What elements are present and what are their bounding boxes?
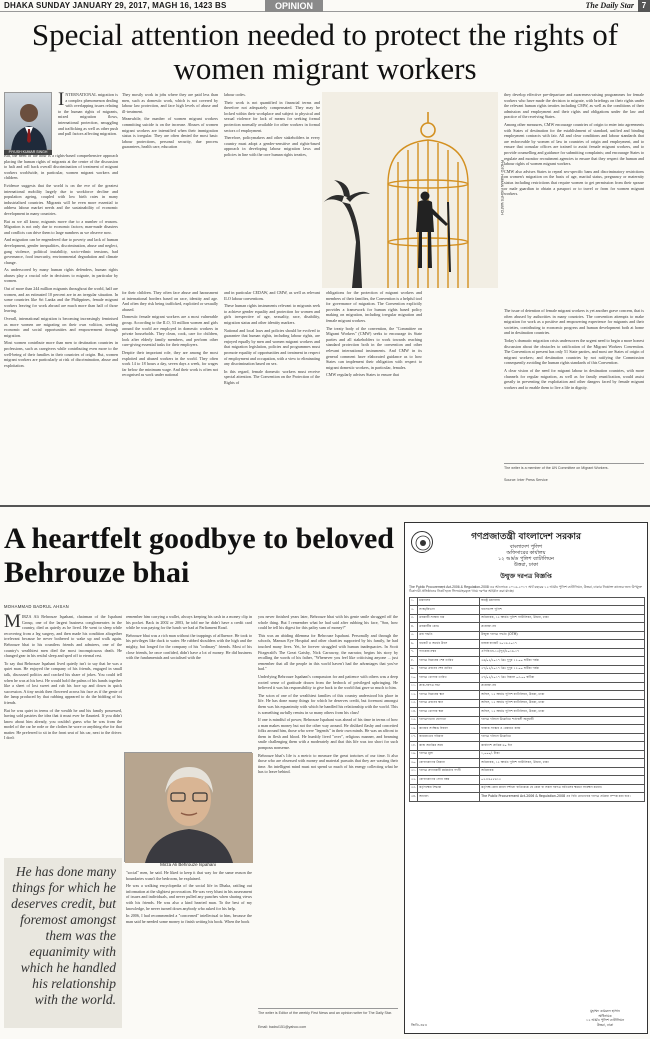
notice-table-row bbox=[410, 691, 645, 700]
notice-table-cell: দরপত্র গ্রহণের স্থান bbox=[418, 699, 480, 708]
notice-table-row bbox=[410, 725, 645, 734]
notice-table-cell: কার্যাদেশ প্রাপ্তির ৬০ দিন bbox=[480, 742, 645, 751]
paragraph: Today's dramatic migration crisis underscores the urgent need to begin a more honest discussion about the obstacles to ratification of the Migrant Workers Convention. The Convention at present has only 51 State parties, and most are States of origin of migrant workers; and destination countries by not ratifying the Commission consequently avoiding the human rights standards of this Convention. bbox=[504, 337, 644, 366]
notice-table-cell: ২০. bbox=[410, 759, 418, 768]
notice-title: গণপ্রজাতন্ত্রী বাংলাদেশ সরকার bbox=[471, 532, 581, 542]
notice-table-cell: ৪. bbox=[410, 623, 418, 632]
notice-line: উত্তরা, ঢাকা bbox=[513, 562, 539, 568]
notice-table-cell: অন্যান্য bbox=[418, 793, 480, 802]
notice-table-cell: ২৭/০২/২০১৭ খ্রিঃ দুপুর ১২.০০ ঘটিকা পর্যন্ত bbox=[480, 665, 645, 674]
notice-line: অফিসারের কার্যালয় bbox=[506, 550, 546, 556]
pull-quote: He has done many things for which he deserves credit, but foremost amongst them was the equanimity with which he handled his relationship with the world. bbox=[4, 858, 122, 1028]
notice-table-cell: ১৭. bbox=[410, 733, 418, 742]
paragraph: The scion of one of the wealthiest families of this country understood his place in life. He has done many things for which he deserves credit, but foremost amongst them was his equanimity with which he handled his relationship with the world. This is something awfully remiss in so many others from his class! bbox=[258, 692, 398, 715]
notice-table-cell: ১৯. bbox=[410, 750, 418, 759]
notice-table-cell: ৭. bbox=[410, 648, 418, 657]
notice-table-cell: কাজ সমাপ্তির সময় bbox=[418, 742, 480, 751]
notice-table-cell: কর্তৃপক্ষের সিদ্ধান্ত bbox=[418, 784, 480, 793]
notice-table-cell: ২. bbox=[410, 606, 418, 615]
paragraph: for their children. They often face abuse and harassment at international borders based on race, identity and age. And often they risk being trafficked, exploited or sexually abused. bbox=[122, 290, 218, 312]
notice-table-cell: ২২. bbox=[410, 776, 418, 785]
notice-table-cell: দরপত্র বিক্রয়ের শেষ তারিখ bbox=[418, 657, 480, 666]
notice-signature bbox=[569, 1009, 641, 1027]
notice-table-row bbox=[410, 606, 645, 615]
notice-table-cell: স্বরাষ্ট্র মন্ত্রণালয় bbox=[480, 597, 645, 606]
notice-table-cell: দরপত্র গ্রহণের শেষ তারিখ bbox=[418, 665, 480, 674]
notice-line: বাংলাদেশ পুলিশ bbox=[509, 544, 543, 550]
article1-col5 bbox=[504, 308, 644, 460]
notice-table-cell: ক্রয় পদ্ধতি bbox=[418, 631, 480, 640]
dropcap: M bbox=[4, 611, 21, 632]
notice-table-cell: কাজের সংক্ষিপ্ত বিবরণ bbox=[418, 725, 480, 734]
article2-email: Email: badrul151@yahoo.com bbox=[258, 1025, 307, 1029]
notice-table-cell: ২৭/০২/২০১৭ খ্রিঃ বিকাল ০৩.০০ ঘটিকা bbox=[480, 674, 645, 683]
paragraph: In 2006, I had recommended a "concerned" intellectual to him, because the man said he needed some money to finish writing his book. When the book bbox=[126, 913, 252, 924]
paragraph: To say that Behrouze Ispahani lived quietly isn't to say that he was a quiet man. He enjoyed the company of his friends, engaged in small talk, discussed politics and cracked his share of jokes. You could tell when he was at his best. He would hold the palms of his hands together like a sheet of lost sweet and rub his face up and down in quick succession. A tiny smirk then flowered across his face as if the genie of the lamp produced by that rubbing appeared to do the bidding of his friends. bbox=[4, 660, 122, 705]
paragraph: and in particular CEDAW, and CMW, as well as relevant ILO labour conventions. bbox=[224, 290, 320, 301]
notice-table-cell: ১২. bbox=[410, 691, 418, 700]
article2-byline: MOHAMMAD BADRUL AHSAN bbox=[4, 604, 70, 609]
notice-table-cell: ১৪. bbox=[410, 708, 418, 717]
paragraph: A clear vision of the need for migrant labour in destination countries, with more channels for regular migration, as well as for family reunification, would assist greatly in preventing the exploitation and other dangers faced by female migrant workers and to enable them to live a life in dignity. bbox=[504, 367, 644, 390]
notice-table-cell: প্রাক-দরপত্র সভা bbox=[418, 682, 480, 691]
notice-table-cell: উন্মুক্ত দরপত্র পদ্ধতি (OTM) bbox=[480, 631, 645, 640]
notice-table-cell: প্রযোজ্য নয় bbox=[480, 623, 645, 632]
notice-table-row bbox=[410, 708, 645, 717]
lead-paragraph: NTERNATIONAL migration is a complex phenomenon dealing with overlapping issues relating to the human rights of migrants, mixed migration flows, international protection, smuggling and trafficking as well as other push and pull factors affecting migration. bbox=[58, 92, 118, 137]
notice-table-cell: ৫. bbox=[410, 631, 418, 640]
paragraph: They mostly work in jobs where they are paid less than men, such as domestic work, which is not covered by labour law protection, and face high levels of abuse and ill-treatment. bbox=[122, 92, 218, 114]
article1-col1-top bbox=[58, 89, 118, 152]
notice-table-cell: ১,০০০/- টাকা bbox=[480, 750, 645, 759]
paragraph: The treaty body of the convention, the "Committee on Migrant Workers" (CMW) seeks to encourage its State parties and all stakeholders to work towards reaching standard protection both in the convention and other relevant international instruments. And CMW in its general comment have elaborated guidance as to how States can implement their obligation with respect to migrant domestic workers, in particular, females. bbox=[326, 325, 422, 370]
paragraph: Despite their important role, they are among the most exploited and abused workers in the world. They often work 14 to 18 hours a day, seven days a week, for wages far below the minimum wage. And their work is often not recognised as work under national bbox=[122, 349, 218, 378]
notice-table-row bbox=[410, 733, 645, 742]
notice-table-cell: অধিনায়ক, ১২ আর্মড পুলিশ ব্যাটালিয়ন, উত্তরা, ঢাকা bbox=[480, 759, 645, 768]
paragraph: He was a walking encyclopedia of the social life in Dhaka, rattling out information at the slightest provocation. He was very blunt in his assessment of issues and individuals, and never pulled any punches when sharing views with his friends. He was also a kind hearted man. To the best of my knowledge, he never turned down anybody who asked for his help. bbox=[126, 883, 252, 911]
notice-table-cell: ১১. bbox=[410, 682, 418, 691]
paragraph: CMW regularly advises States to ensure that bbox=[326, 372, 399, 378]
notice-table-cell: দরপত্র বিক্রয়ের স্থান bbox=[418, 691, 480, 700]
paragraph: Out of more than 244 million migrants throughout the world, half are women, and an estimated 10 percent are in an irregular situation. In some countries like Sri Lanka and the Philippines, female migrant workers leaving for work abroad are much more than half of those leaving. bbox=[4, 286, 118, 314]
paragraph: remember him carrying a wallet, always keeping his cash in a money clip in his pocket. Back in 2002 or 2003, he told me he didn't have a credit card while he was paying for the lunch we had at Parliament Road. bbox=[126, 614, 252, 631]
notice-table-cell: মন্ত্রণালয় bbox=[418, 597, 480, 606]
paragraph: And migration can be engendered due to poverty and lack of human development, gender inequalities, discrimination, abuse and neglect, gang violence, political instability, socio-ethnic tensions, bad governance, food insecurity, environmental degradation and climate change. bbox=[4, 237, 118, 265]
notice-table-cell: ২৪. bbox=[410, 793, 418, 802]
paragraph: Overall, international migration is becoming increasingly feminised as more women are migrating on their own volition, seeking economic and social opportunities and empowerment through migration. bbox=[4, 316, 118, 338]
cage-illustration bbox=[322, 92, 498, 288]
section-label: OPINION bbox=[265, 0, 323, 12]
notice-table-cell: দরপত্র দলিলে উল্লেখিত শর্তাবলী অনুযায়ী bbox=[480, 716, 645, 725]
notice-table-cell: ১৬. bbox=[410, 725, 418, 734]
paragraph: Behrouze bhai was a rich man without the trappings of affluence. He took to his privileges like duck to water. He rubbed shoulders with the high and the mighty, but longed for the company of his "ordinary" friends. Most of his close friends, he once confided, didn't have a lot of money. He did business with the fundamentals and socialised with the bbox=[126, 632, 252, 661]
paragraph: The issue of detention of female migrant workers is yet another grave concern, that is often abused by authorities in many countries. The convention attempts to make migration for work as a positive and empowering experience for migrants and their societies, contributing to economic progress and human development both at home and in destination countries. bbox=[504, 308, 644, 336]
divider bbox=[504, 463, 644, 464]
notice-table-cell: দরপত্র প্রদানকারী কর্মকর্তার পদবী bbox=[418, 767, 480, 776]
paragraph: Meanwhile, the number of women migrant workers committing suicide is on the increase. Abuses of women migrant workers are intensified when their immigration status is irregular. They are often denied the most basic labour protections, personal security, due process guarantees, health care, education bbox=[122, 116, 218, 150]
notice-table-cell: সংস্থা/বিভাগ bbox=[418, 606, 480, 615]
notice-table-row bbox=[410, 784, 645, 793]
notice-table-cell: অফিস, ১২ আর্মড পুলিশ ব্যাটালিয়ন, উত্তরা, ঢাকা bbox=[480, 699, 645, 708]
paragraph: Behrouze bhai's life is a metric to measure the great tortoises of our time. It also those who are obsessed with money and material pursuits that they are wasting their time. An intelligent mind must not spend so much of his energy collecting what he has to leave behind. bbox=[258, 752, 398, 775]
notice-table-cell: দরপত্র মূল্য bbox=[418, 750, 480, 759]
signature-unit: ১২ আর্মড পুলিশ ব্যাটালিয়ন bbox=[586, 1018, 624, 1023]
dropcap: I bbox=[58, 89, 65, 110]
tender-notice bbox=[404, 522, 648, 1034]
paragraph: If one is mindful of power, Behrouze Ispahani was ahead of his time in terms of how a man makes money but not the other way around. He disliked flashy and conceited folks around him, those who were "legends" in their own minds. He was an affront to them in flesh and blood. He humbly lived "over", religious manner, and beaming smile challenging them with a moderately and that this life was too short for such pompous nonsense. bbox=[258, 717, 398, 751]
paragraph: Domestic female migrant workers are a most vulnerable group. According to the ILO, 53 million women and girls around the world are employed in domestic workers in private households. They clean, cook, care for children, look after elderly family members, and perform other care-giving essential tasks for their employers. bbox=[122, 314, 218, 348]
notice-table-row bbox=[410, 597, 645, 606]
signature-place: উত্তরা, ঢাকা bbox=[596, 1022, 614, 1027]
paragraph: This was an abiding dilemma for Behrouze Ispahani. Personally and through the schools, Mamun Eye Hospital and other charities supported by his family, he had touched many lives. Yet, he forever struggled with human inadequacies. In Scott Fitzgerald's The Great Gatsby, Nick Carraway, the narrator, begins his story by recalling the words of his father, "Whenever you feel like criticising anyone ... just remember that all the people in this world haven't had the advantages that you've had." bbox=[258, 632, 398, 672]
notice-table-cell: ১৮. bbox=[410, 742, 418, 751]
paragraph: As underscored by many human rights defenders, human rights abuses play a crucial role in decisions to migrate, in particular by women. bbox=[4, 267, 118, 284]
notice-table-cell: The Public Procurement Act-2006 & Regulation-2008 এর বিধি মোতাবেক দরপত্র প্রক্রিয়া সম্পন্ন করা হবে। bbox=[480, 793, 645, 802]
paragraph: Among other measures, CMW encourage countries of origin to enter into agreements with States of destination for the establishment of standard, unified and binding employment contracts with fair. All and clear conditions and labour standards that are enforceable by women of law in countries of origin and employment, and to ensure that consular offices are trained to assist female migrant workers, and to provide counselling and guidance for submitting complaints; and encourage States to regulate and monitor recruitment agencies to ensure that they respect the human and labour rights of women migrant workers. bbox=[504, 121, 644, 167]
notice-table-cell: প্যাকেজ নম্বর bbox=[418, 648, 480, 657]
article1-col1 bbox=[4, 153, 118, 495]
article2-headline: A heartfelt goodbye to beloved Behrouze bhai bbox=[4, 522, 394, 589]
paragraph: Evidence suggests that the world is on the eve of the greatest international mobility largely due to workforce decline and population ageing, coupled with low birth rates in many industrialised countries. Migrants will be even more essential to address labour market needs and the sustainability of economic development in many countries. bbox=[4, 182, 118, 216]
notice-table-cell: দরপত্র খোলার স্থান bbox=[418, 708, 480, 717]
notice-table-cell: অধিনায়ক, ১২ আর্মড পুলিশ ব্যাটালিয়ন, উত্তরা, ঢাকা bbox=[480, 614, 645, 623]
notice-table-cell: বাজেট ও অর্থের উৎস bbox=[418, 640, 480, 649]
notice-table-cell: ৩. bbox=[410, 614, 418, 623]
paragraph: Therefore, policymakers and other stakeholders in every country must adopt a gender-sensitive and rights-based approach in developing labour migration laws and policies in line with the core human rights treaties, bbox=[224, 135, 320, 157]
paragraph: But, the need of the hour is a rights-based comprehensive approach placing the human rights of migrants at the centre of the discussion to halt and roll back overall discrimination of treatment of migrant workers worldwide, in particular, women migrant workers and children. bbox=[4, 153, 118, 181]
paragraph: obligations for the protection of migrant workers and members of their families, the Convention is a helpful tool for governance of migration. The Convention explicitly provides a framework for human rights based policy making on migration, including irregular migration and female migrant workers. bbox=[326, 290, 422, 323]
notice-table-row bbox=[410, 614, 645, 623]
paragraph: Most women contribute more than men to destination countries in professions, such as caregivers while contributing even more to the well-being of their families in their countries of origin. But, women migrant workers are particularly at risk of discrimination, abuse and exploitation. bbox=[4, 340, 118, 368]
government-emblem-icon bbox=[411, 531, 433, 553]
image-credit: PHOTO: HUMAN RIGHTS WATCH bbox=[500, 160, 504, 215]
notice-table-cell: রাজস্ব বাজেট ২০১৬-২০১৭ bbox=[480, 640, 645, 649]
notice-table-cell: কর্তৃপক্ষ কোন কারণ দর্শানো ব্যতিরেকে যে কোন বা সকল দরপত্র বাতিলের ক্ষমতা সংরক্ষণ করেন। bbox=[480, 784, 645, 793]
page-date: DHAKA SUNDAY JANUARY 29, 2017, MAGH 16, 1423 BS bbox=[4, 1, 227, 10]
signature-title: অধিনায়ক bbox=[598, 1013, 612, 1018]
notice-table-row bbox=[410, 793, 645, 802]
divider bbox=[258, 1008, 398, 1009]
notice-table-row bbox=[410, 767, 645, 776]
notice-table-cell: ০২-৮৯৫৫৬১২ bbox=[480, 776, 645, 785]
notice-table-cell: যোগাযোগের ঠিকানা bbox=[418, 759, 480, 768]
notice-table-cell: ১৩. bbox=[410, 699, 418, 708]
notice-table-row bbox=[410, 682, 645, 691]
article1-source: Source: Inter Press Service bbox=[504, 478, 548, 482]
notice-table-cell: ৯. bbox=[410, 665, 418, 674]
notice-table-cell: অফিস, ১২ আর্মড পুলিশ ব্যাটালিয়ন, উত্তরা, ঢাকা bbox=[480, 708, 645, 717]
notice-table-cell: ২৩. bbox=[410, 784, 418, 793]
notice-table-row bbox=[410, 648, 645, 657]
paragraph: you never finished years later, Behrouze bhai with his genie smile shrugged off the whole thing. But I remember what he had said after rubbing his face, "Son, how could he tell his digest for this paltry sum of money?" bbox=[258, 614, 398, 631]
page-header bbox=[0, 0, 650, 12]
paragraph: Their work is not quantified in financial terms and therefore not adequately compensated. They may be locked within their workplace and subject to physical and sexual violence for lack of means for seeking formal protection normally available for other workers in formal sectors of employment. bbox=[224, 99, 320, 133]
article1-bio: The writer is a member of the UN Committee on Migrant Workers. bbox=[504, 466, 609, 470]
notice-table-row bbox=[410, 657, 645, 666]
notice-table-cell: ২১. bbox=[410, 767, 418, 776]
signature-name: মুহাম্মদ কামরুল হাসান bbox=[590, 1009, 620, 1014]
notice-table-cell: যোগাযোগের ফোন নম্বর bbox=[418, 776, 480, 785]
notice-table-cell: ১০. bbox=[410, 674, 418, 683]
notice-ref-number: জিডি-৩৫৪ bbox=[411, 1023, 428, 1027]
notice-line: ১২ আর্মড পুলিশ ব্যাটালিয়ন bbox=[497, 556, 554, 562]
notice-table-cell: প্রযোজ্য নয় bbox=[480, 682, 645, 691]
paragraph: they develop effective pre-departure and awareness-raising programmes for female workers who have made the decision to migrate, with briefings on their rights under the relevant human rights treaties including CMW, as well as the conditions of their admission and employment and their rights and obligations under the law and practice of the receiving States. bbox=[504, 92, 644, 120]
article2-bio: The writer is Editor of the weekly First News and an opinion writer for The Daily Star. bbox=[258, 1011, 392, 1015]
notice-table-row bbox=[410, 674, 645, 683]
notice-table-cell: ১. bbox=[410, 597, 418, 606]
notice-table-cell: বাংলাদেশ পুলিশ bbox=[480, 606, 645, 615]
portrait-photo bbox=[124, 752, 252, 862]
paragraph: CMW also advises States to repeal sex-specific bans and discriminatory restrictions on women's migration on the basis of age, marital status, pregnancy or maternity status including restrictions that require women to get permission from their spouse or male guardian to obtain a passport or to travel or from for women migrant workers. bbox=[504, 168, 644, 197]
notice-table-row bbox=[410, 699, 645, 708]
portrait-caption: Mirza Ali Behrouze Ispahani bbox=[160, 862, 216, 867]
page-number: 7 bbox=[638, 0, 650, 12]
article1-col2 bbox=[122, 290, 218, 495]
notice-table bbox=[409, 597, 645, 802]
notice-table-cell: অফিস, ১২ আর্মড পুলিশ ব্যাটালিয়ন, উত্তরা, ঢাকা bbox=[480, 691, 645, 700]
article1-headline: Special attention needed to protect the rights of women migrant workers bbox=[31, 17, 619, 86]
author-caption: PIYUSH KUMAR SINGH bbox=[4, 150, 52, 155]
paragraph: These human rights instruments relevant to migrants seek to achieve gender equality and protection for women and girls irrespective of age, sexuality, race, disability, migration status and other identity markers. bbox=[224, 303, 320, 325]
notice-table-row bbox=[410, 665, 645, 674]
section-divider bbox=[0, 505, 650, 507]
notice-lead: The Public Procurement Act-2006 & Regulation-2008 এর আলোকে ২০১৬-২০১৭ অর্থ বছরের ১২ আর্মড পুলিশ ব্যাটালিয়ন, উত্তরা, ঢাকার নিম্নোক্ত কাজের জন্য উপযুক্ত ঠিকাদারী প্রতিষ্ঠানের নিকট হতে সিলমোহরকৃত খামে দরপত্র আহ্বান করা যাচ্ছে। bbox=[409, 585, 642, 594]
paragraph: But he was quiet in terms of the wealth he and his family possessed, having sold pastries the idea that it must ever be flaunted. If you didn't know about him already, you couldn't guess who he was from the model of the car he rode or the clothes he wore or anything else for that matter. He preferred to sit in the front seat of his car, next to the driver. I don't bbox=[4, 707, 122, 741]
notice-table-row bbox=[410, 631, 645, 640]
notice-table-row bbox=[410, 623, 645, 632]
notice-table-row bbox=[410, 742, 645, 751]
notice-table-row bbox=[410, 640, 645, 649]
article1-col4 bbox=[326, 290, 422, 495]
notice-table-cell: দরপত্রদাতার যোগ্যতা bbox=[418, 716, 480, 725]
notice-table-cell: জামানতের পরিমাণ bbox=[418, 733, 480, 742]
lead-paragraph: IRZA Ali Behrouze Ispahani, chairman of the Ispahani Group, one of the largest business conglomerates in the country, died as quietly as he lived. He went to sleep while recovering from a leg surgery, and then made his condition altogether irrelevant because he never bothered to wake up and walk again. Behrouze bhai to his countless friends and admirers, one of the country's wealthiest men died the most inconspicuous death. He changed gear in his restful sleep and sped off to eternal rest. bbox=[4, 614, 122, 659]
notice-table-cell: দরপত্র খোলার তারিখ bbox=[418, 674, 480, 683]
paragraph: In this regard, female domestic workers must receive special attention. The Convention on the Protection of the Rights of bbox=[224, 368, 320, 385]
notice-table-cell: দরপত্র দলিলে উল্লেখিত bbox=[480, 733, 645, 742]
notice-subtitle: উন্মুক্ত দরপত্র বিজ্ঞপ্তি bbox=[500, 573, 552, 580]
paragraph: But as we all know, migrants move due to a number of reasons. Migration is not only due to economic factors; man-made disasters and conflicts can drive them to large numbers as we observe now. bbox=[4, 218, 118, 235]
notice-table-row bbox=[410, 750, 645, 759]
notice-table-row bbox=[410, 776, 645, 785]
notice-table-row bbox=[410, 759, 645, 768]
notice-table-cell: ২৬/০২/২০১৭ খ্রিঃ দুপুর ১২.০০ ঘটিকা পর্যন্ত bbox=[480, 657, 645, 666]
paragraph: Underlying Behrouze Ispahani's compassion for and patience with others was a deep rooted sense of gratitude drawn from the bedrock of privileged upbringing. He believed it was his responsibility to give back to the world that gave so much to him. bbox=[258, 673, 398, 691]
masthead: The Daily Star bbox=[585, 1, 634, 10]
article2-col2 bbox=[126, 870, 252, 1030]
notice-table-cell: ক্রয়কারী সংস্থার নাম bbox=[418, 614, 480, 623]
paragraph: National and local laws and policies should be evolved to guarantee that human rights, including labour rights, are enjoyed equally by men and women migrant workers and that migration legislation, policies and programmes must promote equality of opportunities and treatment in respect of employment and occupation, with a view to eliminating any discrimination based on sex. bbox=[224, 327, 320, 367]
notice-table-cell: ৬. bbox=[410, 640, 418, 649]
author-photo bbox=[4, 92, 52, 150]
notice-table-cell: ৮. bbox=[410, 657, 418, 666]
article1-col5-top bbox=[504, 92, 644, 306]
notice-table-row bbox=[410, 716, 645, 725]
article1-col2-top bbox=[122, 92, 218, 152]
article1-col3-top bbox=[224, 92, 320, 157]
notice-table-cell: ক্রয়কারীর কোড bbox=[418, 623, 480, 632]
article2-col3 bbox=[258, 614, 398, 1004]
notice-table-cell: অধিনায়ক bbox=[480, 767, 645, 776]
article2-col2-top bbox=[126, 614, 252, 748]
article2-col1 bbox=[4, 611, 122, 854]
paragraph: labour codes. bbox=[224, 92, 246, 97]
notice-table-cell: ১৫. bbox=[410, 716, 418, 725]
paragraph: "social" men, he said. He liked to keep it that way for the same reason the boundaries wasn't the bedroom, he explained. bbox=[126, 870, 252, 881]
notice-table-cell: ব্যারাক সংস্কার ও মেরামত কাজ bbox=[480, 725, 645, 734]
article1-col3 bbox=[224, 290, 320, 495]
notice-table-cell: এপিবিএন-১২/পূর্ত/২০১৬-১৭ bbox=[480, 648, 645, 657]
